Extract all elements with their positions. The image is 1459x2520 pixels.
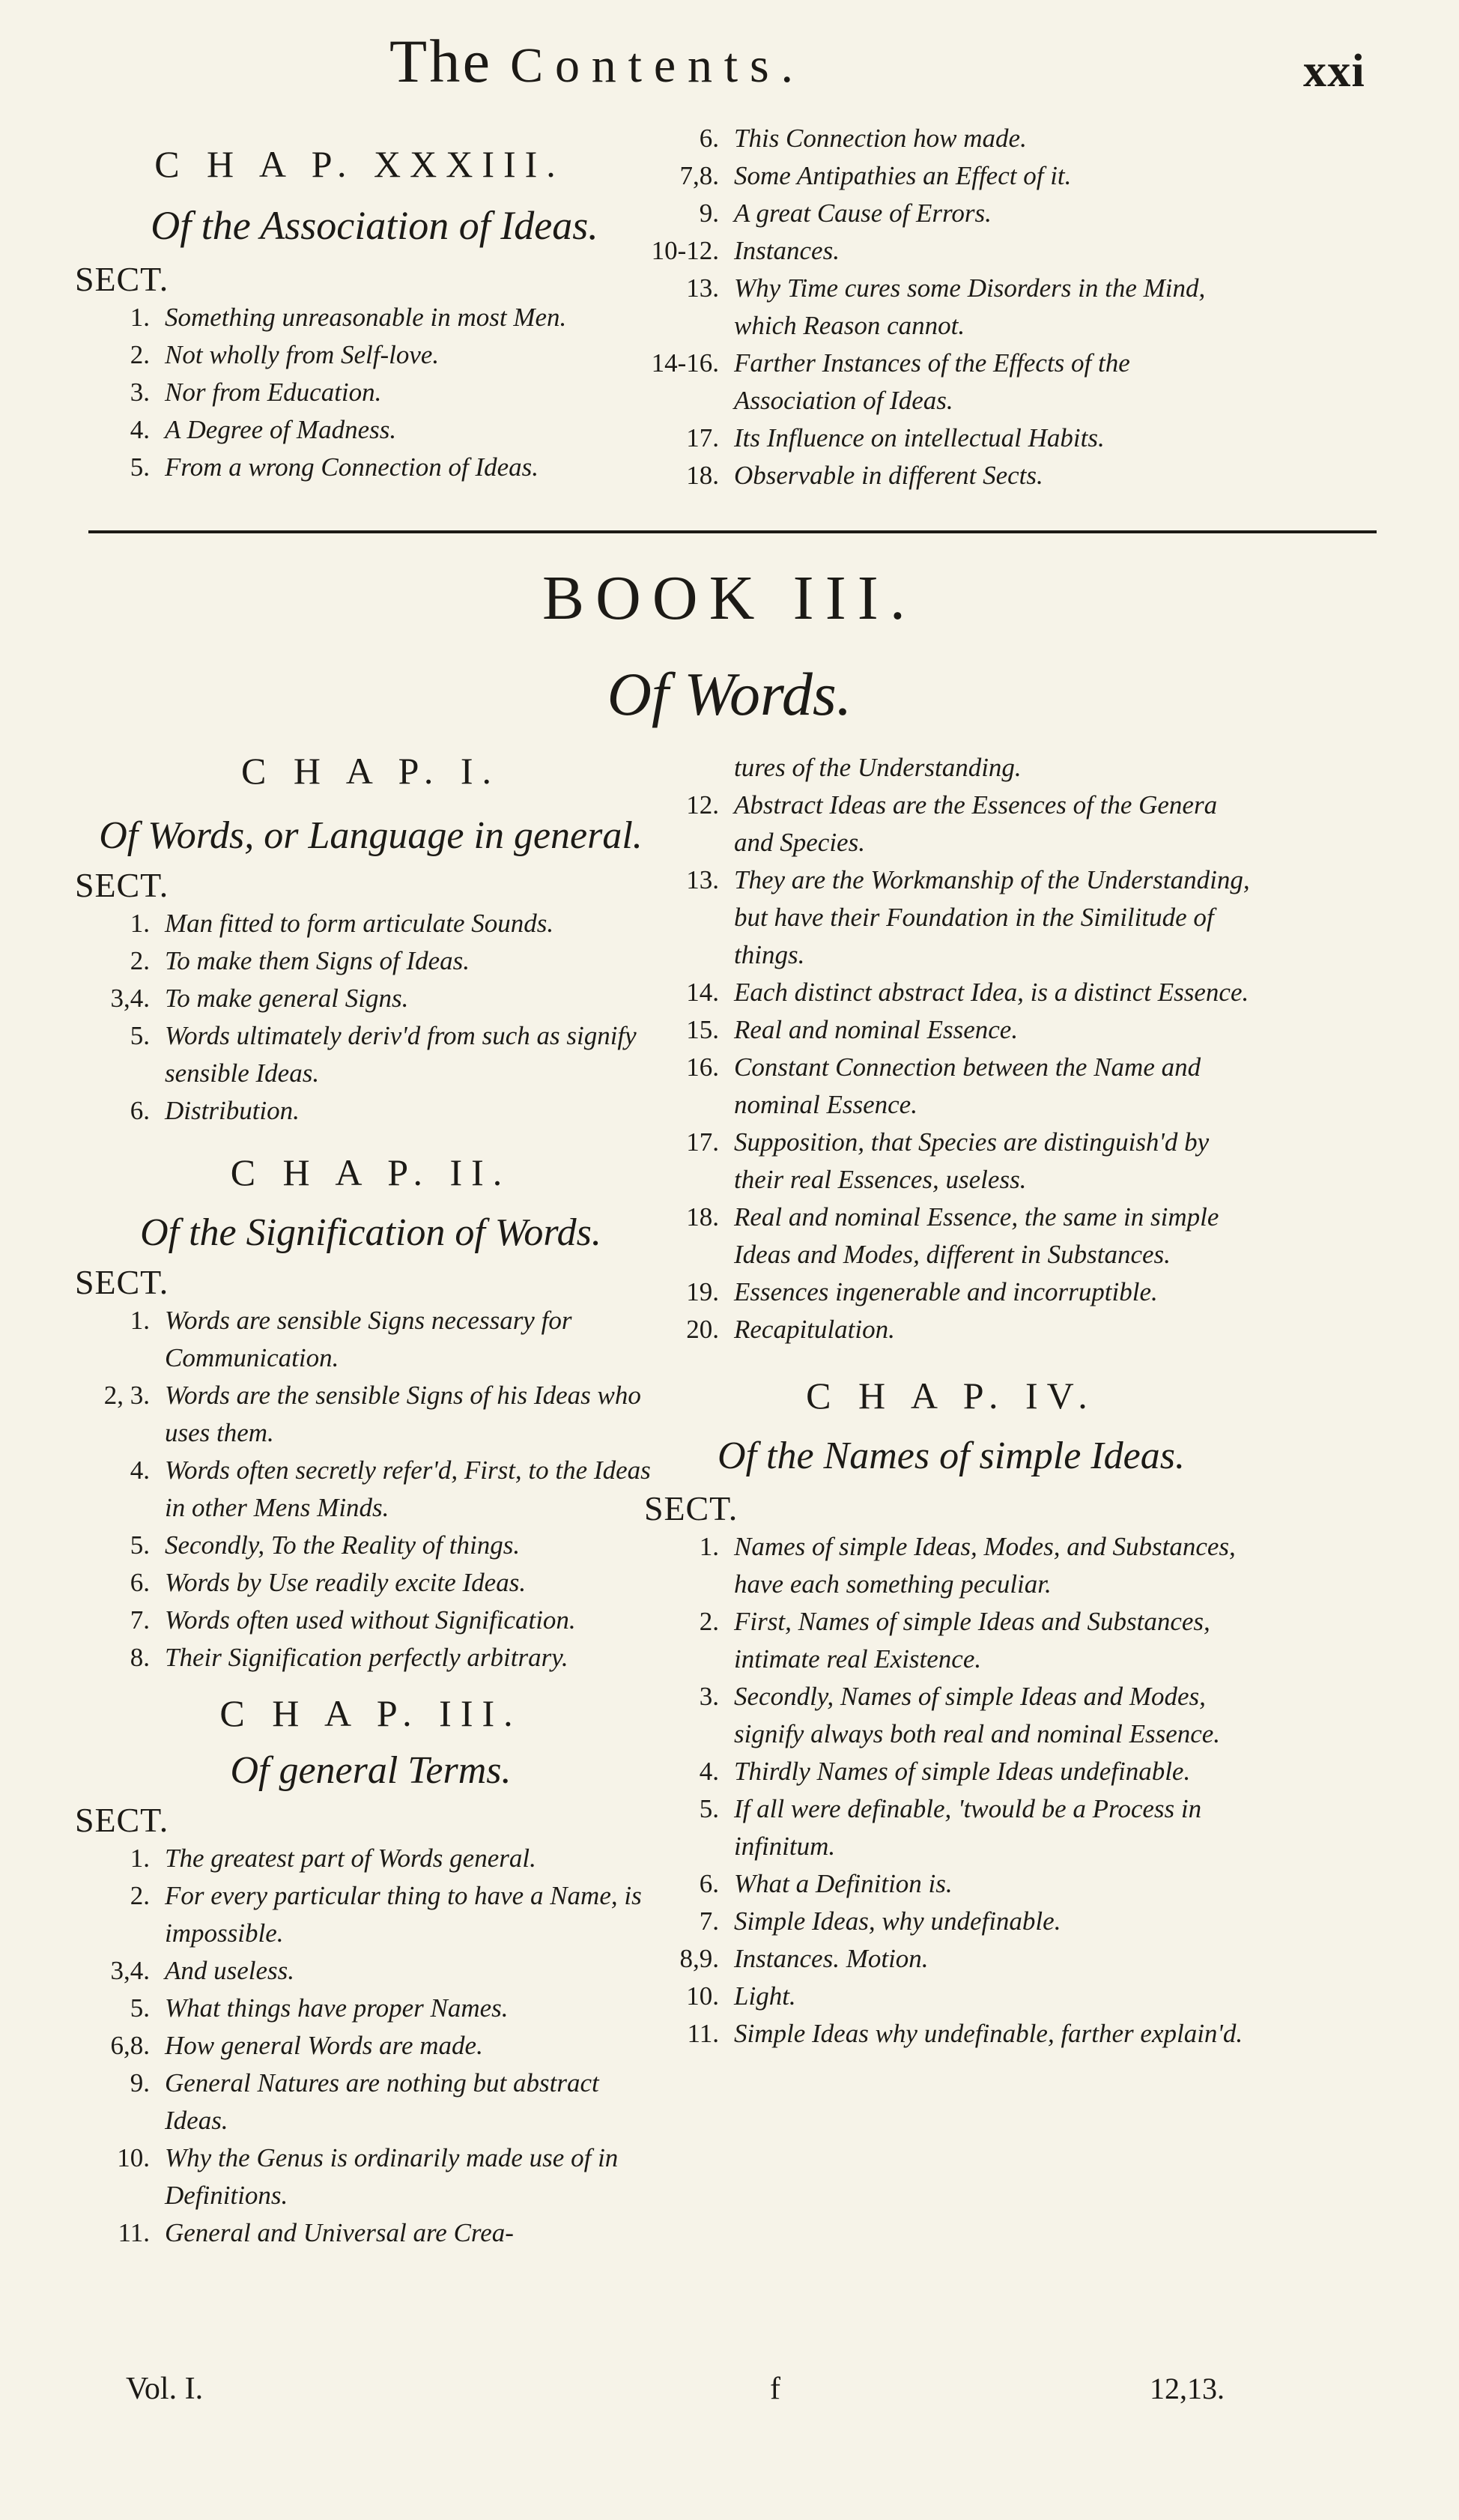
- entry-list: [75, 1840, 667, 2252]
- entry-number: 4.: [130, 415, 150, 444]
- entry-number: 10-12.: [651, 236, 719, 265]
- entry-number: 1.: [130, 909, 150, 938]
- entry-text: Thirdly Names of simple Ideas undefinable.: [734, 1757, 1191, 1786]
- toc-entry: [644, 749, 1258, 787]
- entry-text: From a wrong Connection of Ideas.: [165, 452, 539, 482]
- entry-text: Words often used without Signification.: [165, 1605, 576, 1635]
- entry-number: 7,8.: [679, 161, 719, 190]
- chapter-title: Of general Terms.: [230, 1749, 512, 1792]
- book-heading: BOOK III.: [542, 563, 917, 633]
- sect-label: SECT.: [75, 1801, 169, 1839]
- entry-text: How general Words are made.: [165, 2031, 483, 2060]
- toc-entry: [75, 411, 674, 449]
- chapter-title: Of the Names of simple Ideas.: [718, 1435, 1185, 1477]
- entry-text: Observable in different Sects.: [734, 461, 1043, 490]
- left-column: [75, 749, 667, 2252]
- entry-number: 17.: [686, 423, 719, 452]
- toc-entry: [75, 449, 674, 486]
- chapter-heading: C H A P. XXXIII.: [154, 143, 565, 185]
- toc-entry: [644, 457, 1258, 494]
- entry-text: Words often secretly refer'd, First, to the Ideas in other Mens Minds.: [165, 1456, 651, 1522]
- toc-entry: [644, 1940, 1258, 1978]
- toc-entry: [644, 1753, 1258, 1790]
- entry-text: What things have proper Names.: [165, 1993, 509, 2023]
- entry-number: 3.: [130, 378, 150, 407]
- toc-entry: [644, 2015, 1258, 2053]
- entry-number: 5.: [130, 1530, 150, 1560]
- toc-entry: [75, 336, 674, 374]
- entry-number: 8,9.: [679, 1944, 719, 1973]
- entry-list: [75, 299, 674, 486]
- chapter-heading: C H A P. I.: [241, 750, 500, 792]
- entry-text: Words are the sensible Signs of his Ideas who uses them.: [165, 1381, 641, 1447]
- toc-entry: [644, 345, 1258, 420]
- sect-label: SECT.: [75, 866, 169, 904]
- toc-entry: [75, 1452, 667, 1527]
- entry-text: Why the Genus is ordinarily made use of in Definitions.: [165, 2143, 619, 2210]
- entry-number: 6.: [699, 1869, 719, 1898]
- toc-entry: [644, 420, 1258, 457]
- chapter-title: Of the Association of Ideas.: [151, 203, 598, 248]
- entry-text: Farther Instances of the Effects of the Association of Ideas.: [734, 348, 1130, 415]
- running-title-contents: Contents.: [510, 38, 805, 93]
- entry-text: Each distinct abstract Idea, is a distinct Essence.: [734, 978, 1249, 1007]
- toc-entry: [75, 1602, 667, 1639]
- entry-text: If all were definable, 'twould be a Process in infinitum.: [734, 1794, 1202, 1861]
- sect-label: SECT.: [75, 260, 169, 298]
- entry-text: Constant Connection between the Name and nominal Essence.: [734, 1052, 1201, 1119]
- entry-number: 5.: [130, 452, 150, 482]
- entry-text: Names of simple Ideas, Modes, and Substances, have each something peculiar.: [734, 1532, 1236, 1599]
- toc-entry: [644, 1678, 1258, 1753]
- entry-text: Real and nominal Essence.: [734, 1015, 1019, 1044]
- entry-number: 3.: [699, 1682, 719, 1711]
- entry-text: What a Definition is.: [734, 1869, 953, 1898]
- toc-entry: [75, 1527, 667, 1564]
- entry-text: Instances. Motion.: [734, 1944, 929, 1973]
- chap33-left-column: [75, 142, 674, 486]
- entry-number: 1.: [130, 303, 150, 332]
- entry-text: To make them Signs of Ideas.: [165, 946, 470, 975]
- entry-number: 6,8.: [110, 2031, 150, 2060]
- chapter-title: Of the Signification of Words.: [140, 1211, 601, 1254]
- toc-entry: [75, 374, 674, 411]
- entry-text: Light.: [734, 1981, 796, 2011]
- entry-text: To make general Signs.: [165, 984, 409, 1013]
- toc-entry: [75, 980, 667, 1017]
- sect-label: SECT.: [75, 1263, 169, 1301]
- toc-entry: [75, 1302, 667, 1377]
- entry-text: Its Influence on intellectual Habits.: [734, 423, 1105, 452]
- toc-entry: [644, 1978, 1258, 2015]
- toc-entry: [644, 1903, 1258, 1940]
- running-title: [389, 26, 805, 97]
- entry-number: 14.: [686, 978, 719, 1007]
- toc-entry: [644, 1273, 1258, 1311]
- entry-text: Man fitted to form articulate Sounds.: [165, 909, 554, 938]
- toc-entry: [644, 1790, 1258, 1865]
- chap33-right-column: [644, 120, 1258, 494]
- catchword: 12,13.: [1150, 2372, 1225, 2405]
- entry-text: Real and nominal Essence, the same in simple Ideas and Modes, different in Substances.: [734, 1202, 1219, 1269]
- entry-number: 8.: [130, 1643, 150, 1672]
- entry-number: 4.: [130, 1456, 150, 1485]
- entry-text: General Natures are nothing but abstract Ideas.: [165, 2068, 599, 2135]
- entry-number: 1.: [130, 1844, 150, 1873]
- entry-text: Secondly, Names of simple Ideas and Modes, signify always both real and nominal Essence.: [734, 1682, 1221, 1748]
- toc-entry: [75, 2065, 667, 2139]
- book-title: Of Words.: [607, 660, 852, 728]
- entry-text: Abstract Ideas are the Essences of the Genera and Species.: [734, 790, 1218, 857]
- entry-number: 13.: [686, 273, 719, 303]
- entry-number: 18.: [686, 461, 719, 490]
- entry-number: 4.: [699, 1757, 719, 1786]
- entry-text: Some Antipathies an Effect of it.: [734, 161, 1072, 190]
- entry-text: Essences ingenerable and incorruptible.: [734, 1277, 1158, 1306]
- entry-number: 20.: [686, 1315, 719, 1344]
- entry-number: 3,4.: [110, 1956, 150, 1985]
- toc-entry: [644, 120, 1258, 157]
- toc-entry: [644, 1865, 1258, 1903]
- entry-text: The greatest part of Words general.: [165, 1844, 536, 1873]
- entry-text: Their Signification perfectly arbitrary.: [165, 1643, 568, 1672]
- toc-entry: [644, 232, 1258, 270]
- entry-text: General and Universal are Crea-: [165, 2218, 514, 2247]
- page-number: xxi: [1303, 46, 1365, 97]
- entry-number: 5.: [699, 1794, 719, 1823]
- entry-text: tures of the Understanding.: [734, 753, 1022, 782]
- entry-text: Distribution.: [165, 1096, 300, 1125]
- entry-number: 6.: [130, 1568, 150, 1597]
- sect-label: SECT.: [644, 1489, 738, 1527]
- toc-entry: [644, 1124, 1258, 1199]
- entry-number: 16.: [686, 1052, 719, 1082]
- entry-text: Words are sensible Signs necessary for Communication.: [165, 1306, 572, 1372]
- toc-entry: [75, 1092, 667, 1130]
- toc-entry: [75, 2027, 667, 2065]
- entry-number: 2.: [699, 1607, 719, 1636]
- entry-number: 9.: [699, 199, 719, 228]
- entry-number: 11.: [687, 2019, 719, 2048]
- toc-entry: [644, 787, 1258, 861]
- toc-entry: [644, 270, 1258, 345]
- entry-text: Something unreasonable in most Men.: [165, 303, 567, 332]
- entry-number: 11.: [118, 2218, 150, 2247]
- toc-entry: [644, 157, 1258, 195]
- entry-text: Words by Use readily excite Ideas.: [165, 1568, 527, 1597]
- entry-number: 14-16.: [651, 348, 719, 378]
- entry-number: 3,4.: [110, 984, 150, 1013]
- toc-entry: [644, 1049, 1258, 1124]
- toc-entry: [75, 1017, 667, 1092]
- entry-text: Supposition, that Species are distinguish'd by their real Essences, useless.: [734, 1127, 1210, 1194]
- entry-number: 12.: [686, 790, 719, 820]
- entry-text: A great Cause of Errors.: [734, 199, 992, 228]
- toc-entry: [75, 1952, 667, 1990]
- entry-number: 6.: [699, 124, 719, 153]
- entry-text: Recapitulation.: [734, 1315, 895, 1344]
- toc-entry: [75, 1639, 667, 1677]
- entry-number: 13.: [686, 865, 719, 894]
- entry-text: A Degree of Madness.: [165, 415, 397, 444]
- entry-number: 19.: [686, 1277, 719, 1306]
- toc-entry: [644, 974, 1258, 1011]
- toc-entry: [644, 1199, 1258, 1273]
- chapter-heading: C H A P. IV.: [806, 1375, 1096, 1417]
- volume-mark: Vol. I.: [126, 2372, 204, 2406]
- entry-text: Why Time cures some Disorders in the Mind, which Reason cannot.: [734, 273, 1206, 340]
- entry-text: Words ultimately deriv'd from such as signify sensible Ideas.: [165, 1021, 637, 1088]
- entry-text: Nor from Education.: [165, 378, 382, 407]
- entry-number: 2.: [130, 1881, 150, 1910]
- entry-text: And useless.: [165, 1956, 295, 1985]
- entry-list: [75, 1302, 667, 1677]
- entry-number: 15.: [686, 1015, 719, 1044]
- entry-number: 10.: [686, 1981, 719, 2011]
- entry-number: 1.: [699, 1532, 719, 1561]
- entry-list: [75, 905, 667, 1130]
- running-title-the: The: [389, 27, 493, 95]
- entry-text: They are the Workmanship of the Understanding, but have their Foundation in the Similitude of things.: [734, 865, 1250, 969]
- toc-entry: [75, 905, 667, 942]
- entry-number: 7.: [699, 1906, 719, 1936]
- right-column: [644, 749, 1258, 2053]
- toc-entry: [644, 1011, 1258, 1049]
- entry-text: This Connection how made.: [734, 124, 1027, 153]
- toc-entry: [75, 1990, 667, 2027]
- entry-number: 17.: [686, 1127, 719, 1157]
- entry-number: 2.: [130, 340, 150, 369]
- toc-entry: [644, 1603, 1258, 1678]
- chapter-heading: C H A P. III.: [219, 1692, 522, 1734]
- toc-entry: [75, 2139, 667, 2214]
- entry-text: First, Names of simple Ideas and Substances, intimate real Existence.: [734, 1607, 1210, 1674]
- toc-entry: [644, 195, 1258, 232]
- toc-entry: [75, 299, 674, 336]
- entry-number: 5.: [130, 1021, 150, 1050]
- entry-number: 1.: [130, 1306, 150, 1335]
- toc-entry: [75, 1840, 667, 1877]
- toc-entry: [644, 861, 1258, 974]
- toc-entry: [75, 1377, 667, 1452]
- entry-number: 2.: [130, 946, 150, 975]
- entry-text: Simple Ideas why undefinable, farther explain'd.: [734, 2019, 1243, 2048]
- entry-list: [644, 120, 1258, 494]
- toc-entry: [75, 942, 667, 980]
- toc-entry: [75, 2214, 667, 2252]
- entry-number: 7.: [130, 1605, 150, 1635]
- entry-text: Instances.: [734, 236, 840, 265]
- divider-rule: [88, 530, 1377, 533]
- entry-number: 5.: [130, 1993, 150, 2023]
- toc-entry: [644, 1311, 1258, 1348]
- toc-entry: [75, 1564, 667, 1602]
- toc-entry: [644, 1528, 1258, 1603]
- signature-mark: f: [770, 2372, 780, 2406]
- entry-text: Simple Ideas, why undefinable.: [734, 1906, 1061, 1936]
- entry-number: 10.: [117, 2143, 150, 2172]
- entry-number: 9.: [130, 2068, 150, 2098]
- entry-text: For every particular thing to have a Name, is impossible.: [165, 1881, 642, 1948]
- entry-number: 6.: [130, 1096, 150, 1125]
- entry-number: 2, 3.: [103, 1381, 150, 1410]
- chapter-title: Of Words, or Language in general.: [99, 814, 643, 857]
- entry-text: Not wholly from Self-love.: [165, 340, 440, 369]
- entry-list: [644, 1528, 1258, 2053]
- toc-entry: [75, 1877, 667, 1952]
- chapter-heading: C H A P. II.: [230, 1151, 512, 1193]
- entry-text: Secondly, To the Reality of things.: [165, 1530, 521, 1560]
- entry-list: [644, 749, 1258, 1348]
- entry-number: 18.: [686, 1202, 719, 1232]
